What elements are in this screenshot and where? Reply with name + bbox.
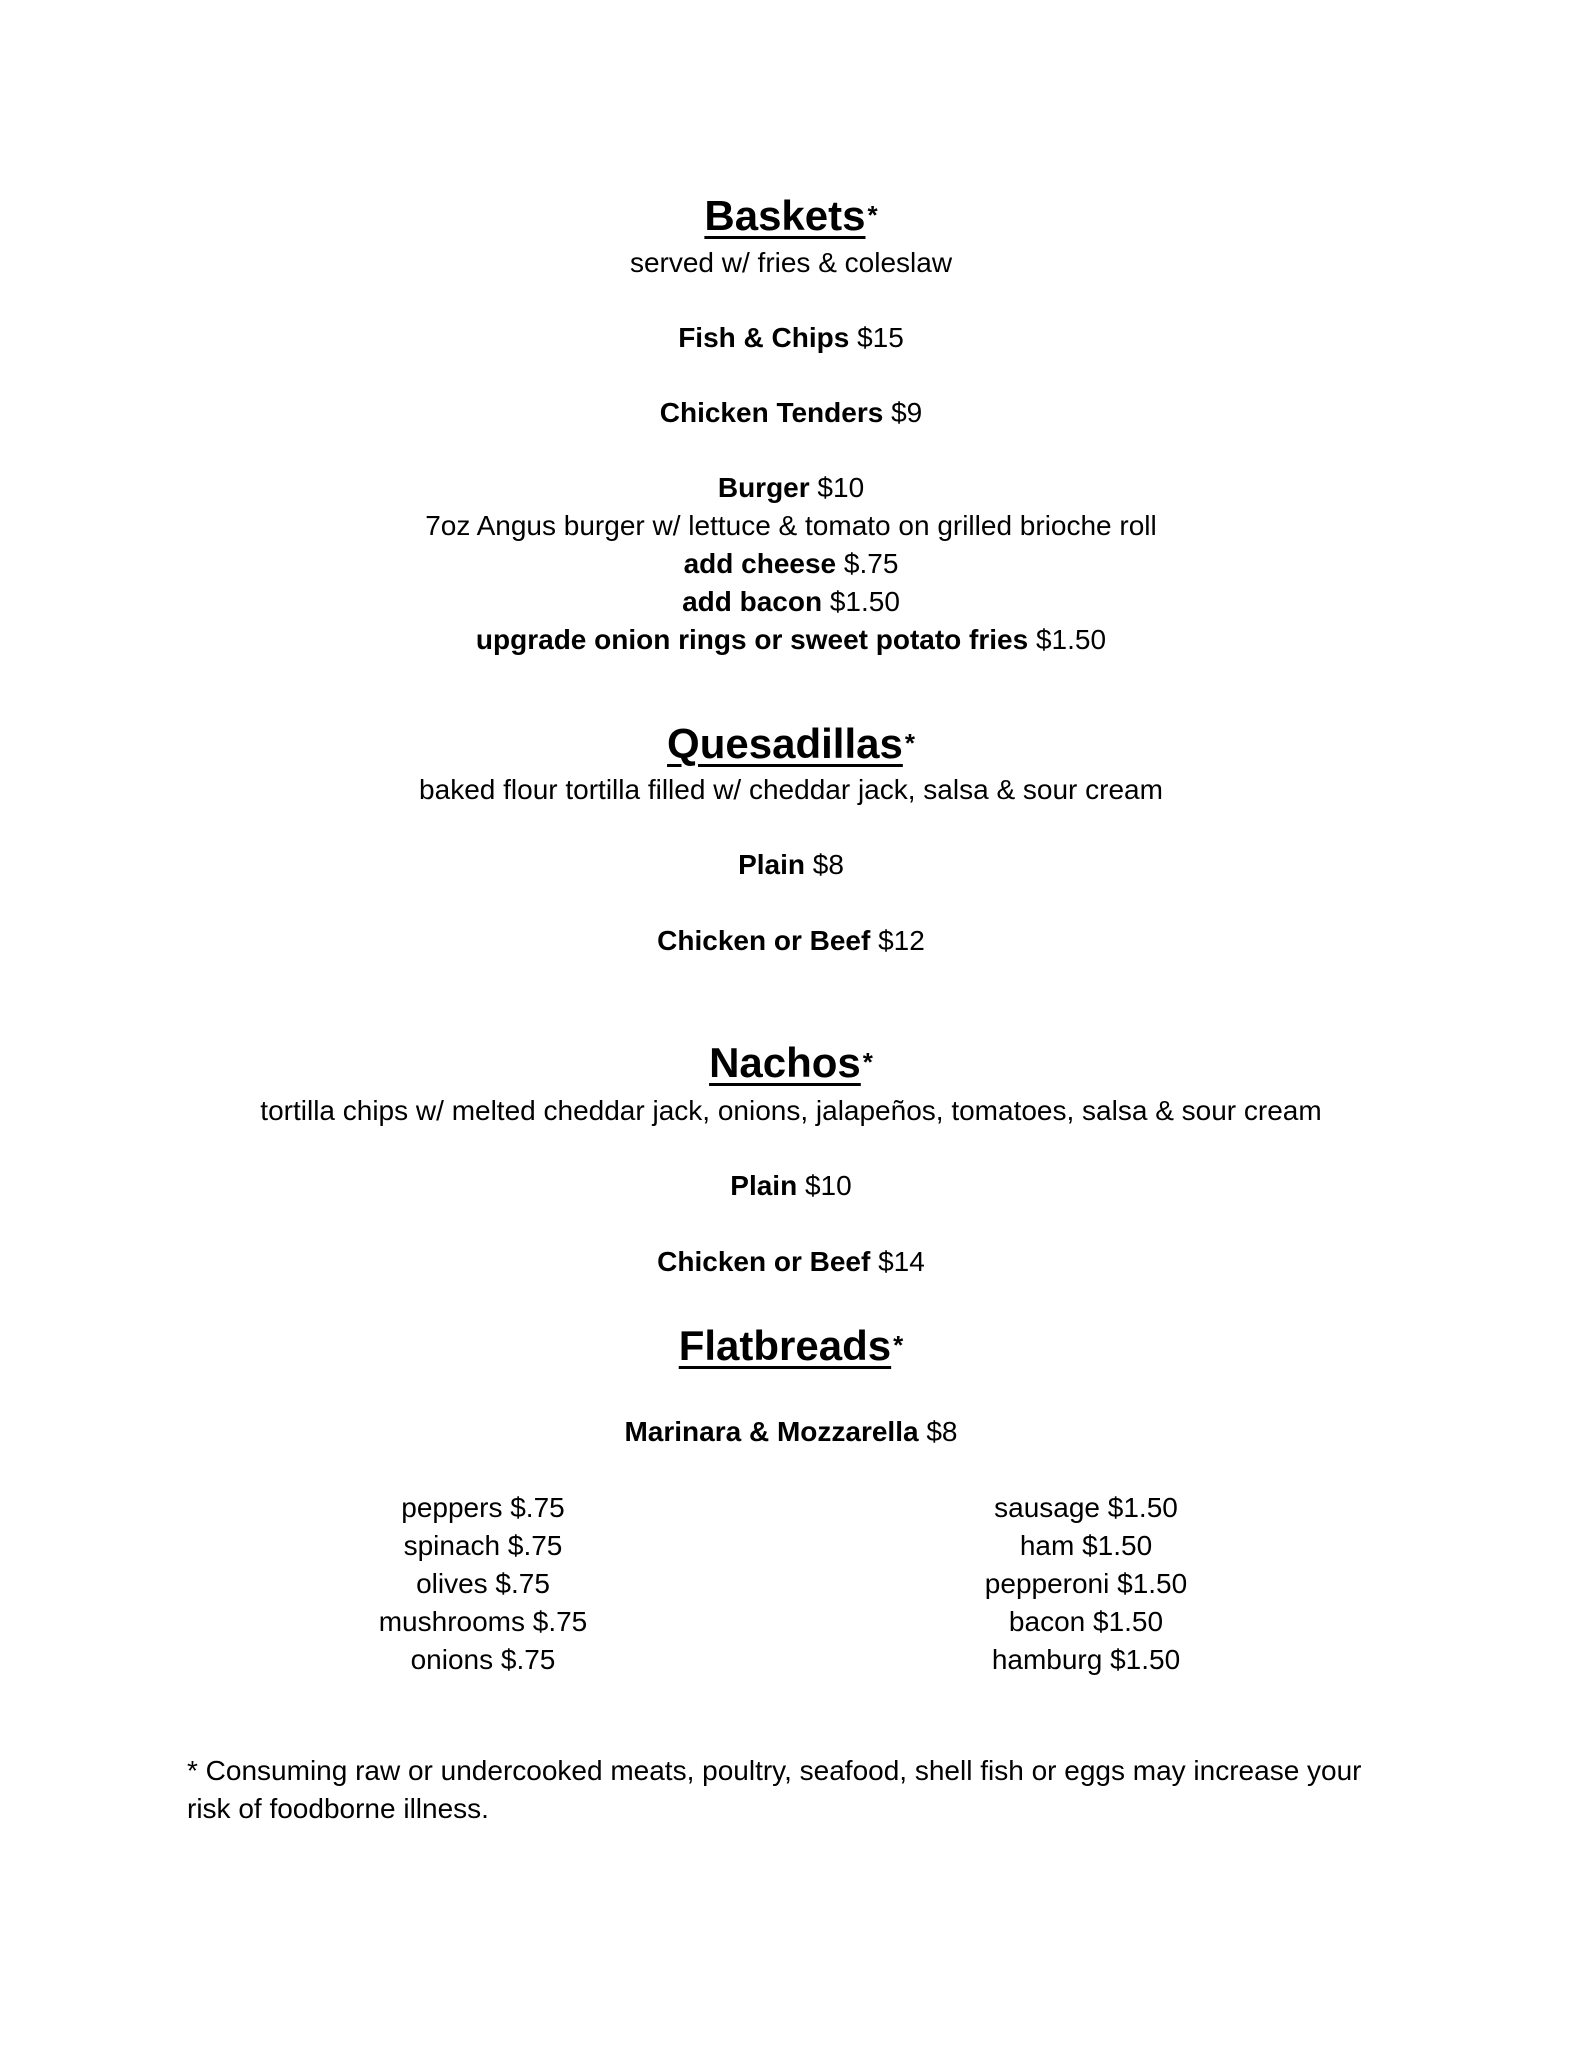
topping-item: peppers $.75	[401, 1492, 565, 1523]
item-name: Marinara & Mozzarella	[624, 1416, 919, 1447]
menu-item	[0, 394, 1582, 432]
baskets-subtitle: served w/ fries & coleslaw	[629, 247, 953, 278]
menu-item	[0, 1243, 1582, 1281]
item-name: Chicken Tenders	[659, 397, 884, 428]
baskets-star: *	[867, 200, 878, 230]
addon-price: $1.50	[829, 586, 900, 617]
burger-description: 7oz Angus burger w/ lettuce & tomato on grilled brioche roll	[425, 510, 1157, 541]
addon-price: $.75	[843, 548, 899, 579]
topping-item: mushrooms $.75	[378, 1606, 588, 1637]
topping-item: olives $.75	[416, 1568, 550, 1599]
addon-item	[0, 583, 1582, 621]
menu-item	[0, 469, 1582, 507]
footnote-line: * Consuming raw or undercooked meats, poultry, seafood, shell fish or eggs may increase your	[187, 1755, 1362, 1786]
addon-item	[0, 621, 1582, 659]
item-price: $15	[857, 322, 904, 353]
addon-name: upgrade onion rings or sweet potato fries	[475, 624, 1029, 655]
item-name: Chicken or Beef	[657, 1246, 871, 1277]
topping-item: sausage $1.50	[994, 1492, 1178, 1523]
topping-item: onions $.75	[410, 1644, 556, 1675]
menu-item	[0, 1167, 1582, 1205]
nachos-title: Nachos	[709, 1039, 861, 1086]
addon-name: add bacon	[682, 586, 823, 617]
menu-item	[0, 846, 1582, 884]
quesadillas-heading	[0, 718, 1582, 769]
topping-item: ham $1.50	[1019, 1530, 1153, 1561]
item-name: Plain	[730, 1170, 798, 1201]
topping-item: hamburg $1.50	[991, 1644, 1181, 1675]
baskets-title: Baskets	[704, 192, 866, 239]
item-name: Fish & Chips	[678, 322, 850, 353]
footnote-line: risk of foodborne illness.	[187, 1793, 489, 1824]
quesadillas-star: *	[904, 728, 915, 758]
topping-item: pepperoni $1.50	[984, 1568, 1188, 1599]
item-name: Plain	[738, 849, 805, 880]
addon-item	[0, 545, 1582, 583]
baskets-heading	[0, 190, 1582, 241]
topping-item: spinach $.75	[403, 1530, 563, 1561]
quesadillas-subtitle: baked flour tortilla filled w/ cheddar jack, salsa & sour cream	[419, 774, 1163, 805]
addon-price: $1.50	[1035, 624, 1107, 655]
menu-item	[0, 319, 1582, 357]
item-price: $10	[817, 472, 865, 503]
item-price: $8	[926, 1416, 958, 1447]
item-price: $8	[812, 849, 844, 880]
flatbreads-title: Flatbreads	[678, 1322, 892, 1369]
flatbreads-star: *	[893, 1330, 904, 1360]
item-price: $12	[878, 925, 925, 956]
menu-item	[0, 922, 1582, 960]
meat-toppings-column	[836, 1489, 1336, 1679]
flatbreads-heading	[0, 1320, 1582, 1371]
veg-toppings-column	[233, 1489, 733, 1679]
menu-item	[0, 1413, 1582, 1451]
nachos-star: *	[862, 1047, 873, 1077]
nachos-subtitle: tortilla chips w/ melted cheddar jack, onions, jalapeños, tomatoes, salsa & sour cream	[260, 1095, 1322, 1126]
topping-item: bacon $1.50	[1008, 1606, 1164, 1637]
item-name: Burger	[717, 472, 810, 503]
addon-name: add cheese	[683, 548, 837, 579]
item-price: $9	[891, 397, 923, 428]
item-price: $14	[878, 1246, 925, 1277]
item-name: Chicken or Beef	[657, 925, 871, 956]
item-price: $10	[804, 1170, 852, 1201]
allergy-footnote	[187, 1752, 1407, 1828]
nachos-heading	[0, 1037, 1582, 1088]
quesadillas-title: Quesadillas	[667, 720, 903, 767]
